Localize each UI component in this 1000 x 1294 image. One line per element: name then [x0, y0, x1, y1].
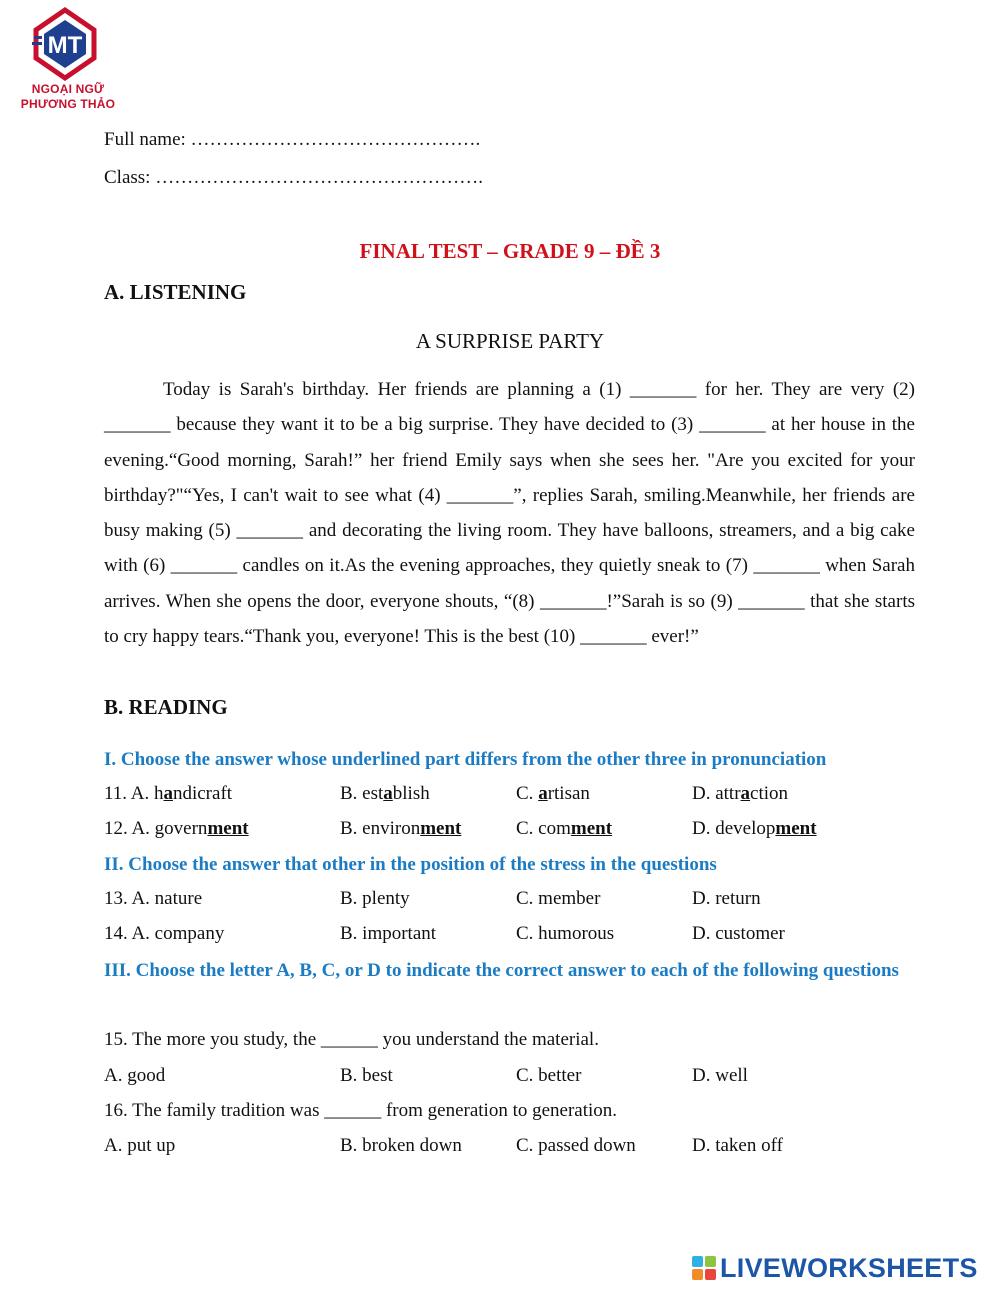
- question-12: [104, 814, 984, 844]
- full-name-field: Full name: ……………………………………….: [104, 129, 481, 150]
- q16-option-d[interactable]: D. taken off: [692, 1135, 783, 1156]
- story-title: A SURPRISE PARTY: [415, 329, 605, 353]
- option-text: ndicraft: [172, 783, 233, 804]
- underlined-part: ment: [570, 818, 613, 839]
- question-11: [104, 779, 984, 809]
- option-text: C.: [516, 783, 539, 804]
- question-14: [104, 919, 984, 949]
- q11-option-a[interactable]: [104, 779, 232, 809]
- question-13: [104, 884, 984, 914]
- q14-option-c[interactable]: C. humorous: [516, 923, 615, 944]
- q15-option-b[interactable]: B. best: [340, 1065, 393, 1086]
- option-text: ction: [750, 783, 789, 804]
- reading-heading: B. READING: [104, 695, 228, 719]
- instruction-part3: III. Choose the letter A, B, C, or D to indicate the correct answer to each of the following questions: [104, 960, 899, 981]
- q16-option-c[interactable]: C. passed down: [516, 1135, 636, 1156]
- q14-option-d[interactable]: D. customer: [692, 923, 785, 944]
- liveworksheets-logo-icon: [692, 1256, 716, 1280]
- test-title: FINAL TEST – GRADE 9 – ĐỀ 3: [359, 239, 661, 263]
- q12-option-d[interactable]: [692, 814, 817, 844]
- q13-option-d[interactable]: D. return: [692, 888, 761, 909]
- instruction-part1: I. Choose the answer whose underlined part differs from the other three in pronunciation: [104, 749, 827, 770]
- listening-heading: A. LISTENING: [104, 280, 247, 304]
- q13-option-c[interactable]: C. member: [516, 888, 601, 909]
- question-16-text: 16. The family tradition was ______ from generation to generation.: [104, 1100, 618, 1121]
- option-text: rtisan: [547, 783, 590, 804]
- option-text: B. est: [340, 783, 384, 804]
- q13-option-a[interactable]: 13. A. nature: [104, 888, 203, 909]
- q16-option-b[interactable]: B. broken down: [340, 1135, 462, 1156]
- question-15-text: 15. The more you study, the ______ you understand the material.: [104, 1029, 599, 1050]
- q11-option-c[interactable]: [516, 779, 590, 809]
- liveworksheets-text: LIVEWORKSHEETS: [720, 1253, 978, 1283]
- q14-option-b[interactable]: B. important: [340, 923, 437, 944]
- option-text: 11. A. h: [104, 783, 164, 804]
- q15-option-d[interactable]: D. well: [692, 1065, 748, 1086]
- logo-text-line2: PHƯƠNG THẢO: [20, 97, 116, 111]
- q12-option-b[interactable]: [340, 814, 461, 844]
- logo-text-line1: NGOẠI NGỮ: [31, 82, 105, 96]
- listening-passage: [104, 372, 915, 654]
- q14-option-a[interactable]: 14. A. company: [104, 923, 225, 944]
- instruction-part2: II. Choose the answer that other in the position of the stress in the questions: [104, 854, 717, 875]
- class-field: Class: …………………………………………….: [104, 167, 483, 188]
- logo-emblem-icon: [30, 6, 100, 82]
- underlined-part: ment: [420, 818, 462, 839]
- option-text: C. com: [516, 818, 571, 839]
- option-text: D. develop: [692, 818, 776, 839]
- q11-option-b[interactable]: [340, 779, 430, 809]
- underlined-part: a: [740, 783, 751, 804]
- underlined-part: a: [163, 783, 173, 804]
- q12-option-c[interactable]: [516, 814, 612, 844]
- q16-option-a[interactable]: A. put up: [104, 1135, 176, 1156]
- passage-paragraph: Today is Sarah's birthday. Her friends are planning a (1) _______ for her. They are very (2) _______ because they want it to be a big surprise. They have decided to (3) _______ at her house in the evening.“Good morning, Sarah!” her friend Emily says when she sees her. "Are you excited for your birthday?"“Yes, I can't wait to see what (4) _______”, replies Sarah, smiling.Meanwhile, her friends are busy making (5) _______ and decorating the living room. They have balloons, streamers, and a big cake with (6) _______ candles on it.As the evening approaches, they quietly sneak to (7) _______ when Sarah arrives. When she opens the door, everyone shouts, “(8) _______!”Sarah is so (9) _______ that she starts to cry happy tears.“Thank you, everyone! This is the best (10) _______ ever!”: [104, 379, 915, 648]
- option-text: B. environ: [340, 818, 421, 839]
- underlined-part: a: [383, 783, 393, 804]
- q11-option-d[interactable]: [692, 779, 788, 809]
- underlined-part: ment: [775, 818, 817, 839]
- underlined-part: a: [538, 783, 548, 804]
- option-text: D. attr: [692, 783, 741, 804]
- question-16: [104, 1131, 984, 1161]
- q15-option-c[interactable]: C. better: [516, 1065, 582, 1086]
- underlined-part: ment: [207, 818, 249, 839]
- option-text: 12. A. govern: [104, 818, 208, 839]
- question-15: [104, 1061, 984, 1091]
- option-text: blish: [392, 783, 430, 804]
- q13-option-b[interactable]: B. plenty: [340, 888, 410, 909]
- q12-option-a[interactable]: [104, 814, 249, 844]
- school-logo: [8, 6, 118, 116]
- q15-option-a[interactable]: A. good: [104, 1065, 166, 1086]
- svg-text:MT: MT: [47, 32, 83, 59]
